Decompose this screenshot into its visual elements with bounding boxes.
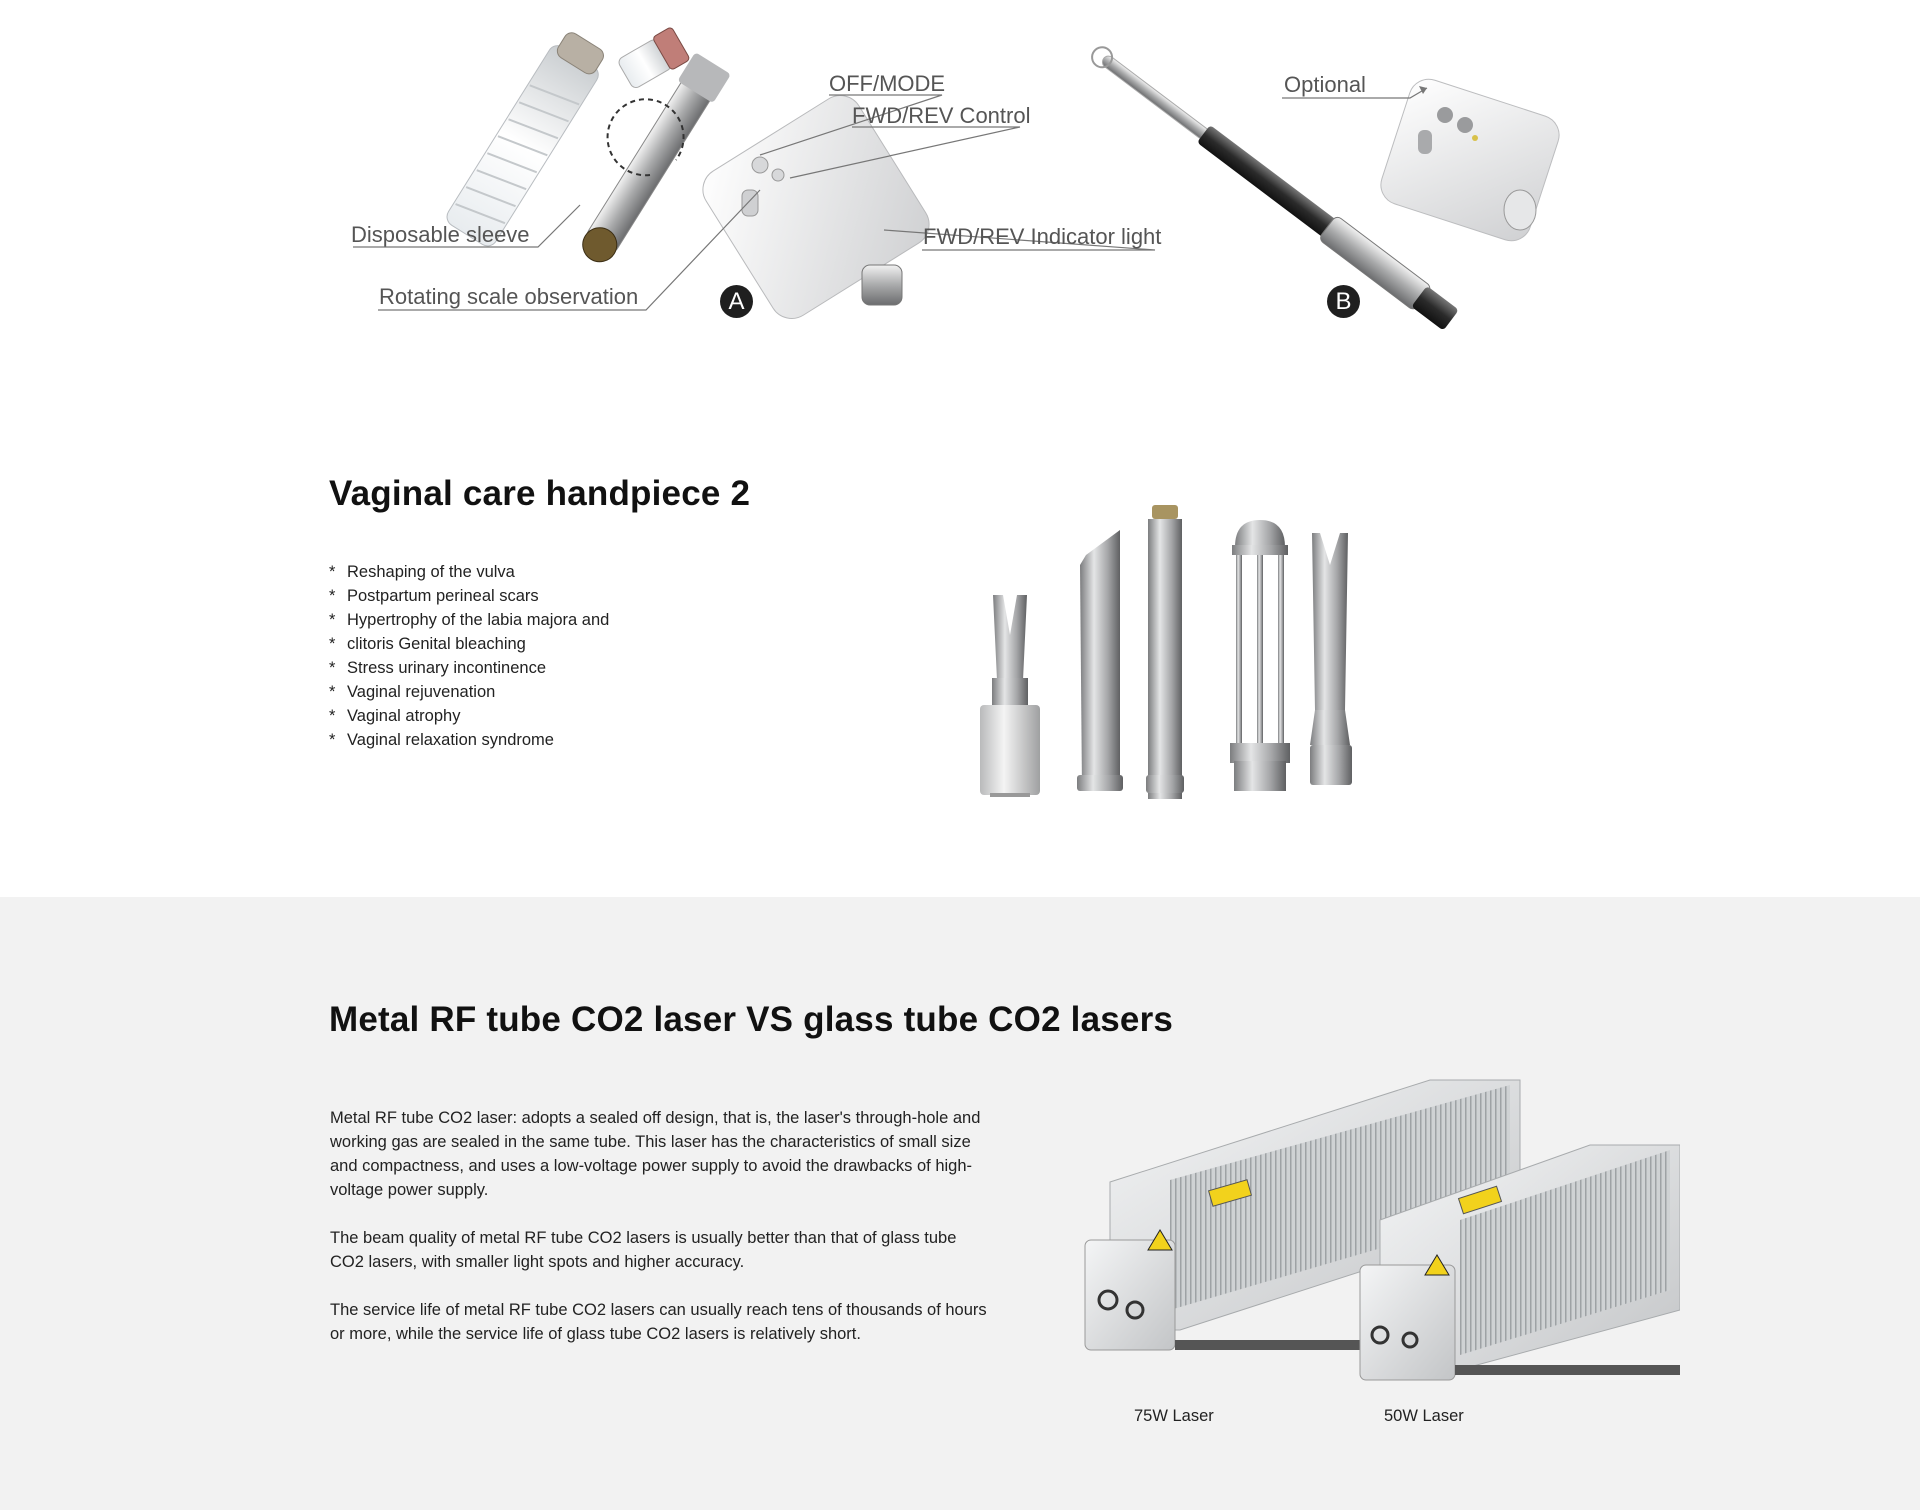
badge-b: B: [1327, 285, 1360, 318]
list-item: * Vaginal atrophy: [329, 707, 461, 725]
tip-angled-tube: [1077, 530, 1123, 791]
list-item: * clitoris Genital bleaching: [329, 635, 526, 653]
comparison-paragraph-3: The service life of metal RF tube CO2 lasers can usually reach tens of thousands of hours or more, while the service life of glass tube CO2 lasers is relatively short.: [330, 1301, 987, 1343]
list-item: * Vaginal relaxation syndrome: [329, 731, 554, 749]
tip-v-shaped: [980, 595, 1040, 797]
callout-fwd-rev-control: FWD/REV Control: [852, 103, 1031, 128]
handpiece-tips-image: [960, 495, 1380, 815]
handpiece-illustration: [0, 0, 1920, 360]
callout-disposable-sleeve: Disposable sleeve: [351, 222, 530, 247]
handpiece2-title: Vaginal care handpiece 2: [329, 474, 751, 513]
callout-optional: Optional: [1284, 72, 1366, 97]
tip-straight-rod: [1146, 505, 1184, 799]
list-item: * Postpartum perineal scars: [329, 587, 539, 605]
callout-fwd-rev-indicator: FWD/REV Indicator light: [923, 224, 1162, 249]
list-item: * Reshaping of the vulva: [329, 563, 515, 581]
tip-slanted-v: [1310, 533, 1352, 785]
comparison-title: Metal RF tube CO2 laser VS glass tube CO2 lasers: [329, 1000, 1174, 1039]
callout-off-mode: OFF/MODE: [829, 71, 946, 96]
comparison-paragraph-2: The beam quality of metal RF tube CO2 lasers is usually better than that of glass tube CO2 lasers, with smaller light spots and higher accuracy.: [330, 1229, 957, 1271]
laser-label-50w: 50W Laser: [1384, 1407, 1464, 1425]
badge-a: A: [720, 285, 753, 318]
laser-label-75w: 75W Laser: [1134, 1407, 1214, 1425]
handpiece-diagram: [0, 0, 1920, 360]
list-item: * Stress urinary incontinence: [329, 659, 547, 677]
laser-tubes-image: [1080, 1070, 1680, 1390]
comparison-paragraph-1: Metal RF tube CO2 laser: adopts a sealed off design, that is, the laser's through-hole and working gas are sealed in the same tube. This laser has the characteristics of small size and compactness, and uses a low-voltage power supply to avoid the drawbacks of high-voltage power supply.: [330, 1109, 981, 1199]
list-item: * Vaginal rejuvenation: [329, 683, 496, 701]
handpiece2-indications-list: [329, 560, 609, 752]
tip-cage-dome: [1230, 520, 1290, 791]
callout-rotating-scale: Rotating scale observation: [379, 284, 639, 309]
list-item: * Hypertrophy of the labia majora and: [329, 611, 610, 629]
